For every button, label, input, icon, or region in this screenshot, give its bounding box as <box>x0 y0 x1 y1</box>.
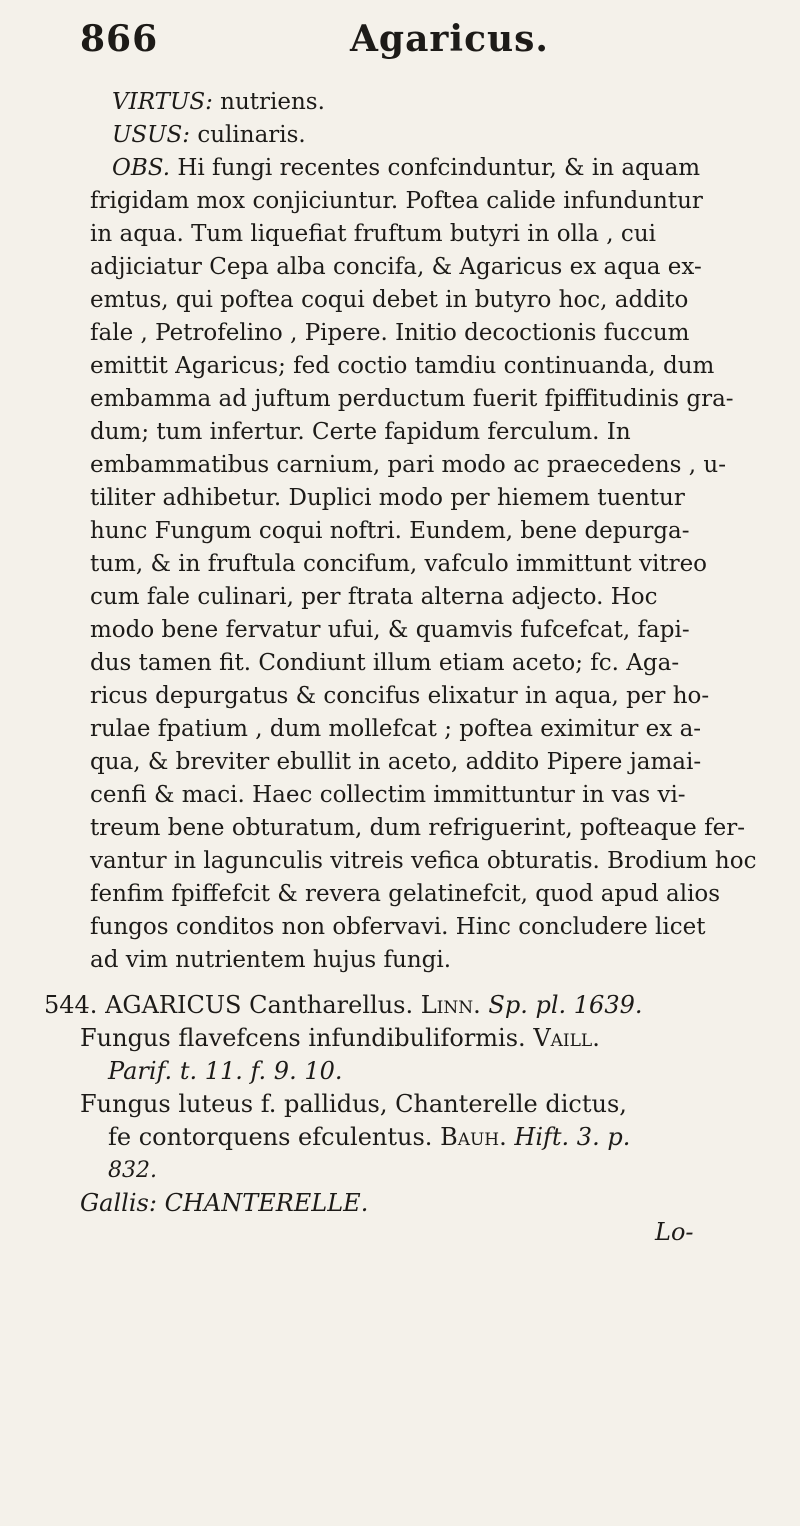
obs-line: embammatibus carnium, pari modo ac praecedens , u- <box>90 452 726 478</box>
synonym-2-author: Bauh. <box>440 1123 507 1151</box>
page-header <box>0 14 800 74</box>
synonym-1-author: Vaill. <box>533 1024 600 1052</box>
obs-line: cum fale culinari, per ftrata alterna adjecto. Hoc <box>90 584 658 610</box>
synonym-2-line-1: Fungus luteus f. pallidus, Chanterelle dictus, <box>80 1090 627 1118</box>
obs-line: fenfim fpiffefcit & revera gelatinefcit, quod apud alios <box>90 881 721 907</box>
obs-line: rulae fpatium , dum mollefcat ; poftea eximitur ex a- <box>90 716 702 742</box>
obs-line: adjiciatur Cepa alba concifa, & Agaricus ex aqua ex- <box>90 254 702 280</box>
obs-line: ricus depurgatus & concifus elixatur in aqua, per ho- <box>90 683 710 709</box>
obs-line: treum bene obturatum, dum refriguerint, pofteaque fer- <box>90 815 745 841</box>
obs-line: emtus, qui poftea coqui debet in butyro hoc, addito <box>90 287 689 313</box>
obs-line: fungos conditos non obfervavi. Hinc concludere licet <box>90 914 706 940</box>
obs-line: fale , Petrofelino , Pipere. Initio decoctionis fuccum <box>90 320 690 346</box>
obs-line: tum, & in fruftula concifum, vafculo immittunt vitreo <box>90 551 708 577</box>
catchword: Lo- <box>655 1218 694 1246</box>
vernacular-name <box>80 1187 750 1220</box>
page-body <box>44 86 757 1220</box>
obs-line: tiliter adhibetur. Duplici modo per hiemem tuentur <box>90 485 685 511</box>
usus-label: USUS: <box>112 122 191 148</box>
entry-reference: Sp. pl. 1639. <box>488 991 643 1019</box>
obs-line: dus tamen fit. Condiunt illum etiam aceto; fc. Aga- <box>90 650 680 676</box>
virtus-label: VIRTUS: <box>112 89 213 115</box>
usus-line <box>90 119 750 152</box>
obs-line: vantur in lagunculis vitreis vefica obturatis. Brodium hoc <box>90 848 757 874</box>
synonym-2-line-2 <box>90 1121 750 1154</box>
species-entry-544 <box>44 989 750 1220</box>
synonym-2-reference: Hift. 3. p. <box>514 1123 631 1151</box>
obs-line: emittit Agaricus; fed coctio tamdiu continuanda, dum <box>90 353 715 379</box>
obs-line: modo bene fervatur ufui, & quamvis fufcefcat, fapi- <box>90 617 690 643</box>
obs-line: dum; tum infertur. Certe fapidum ferculum. In <box>90 419 631 445</box>
synonym-2-text: fe contorquens efculentus. <box>108 1123 433 1151</box>
vernacular-text: CHANTERELLE. <box>164 1189 369 1217</box>
obs-line-text: Hi fungi recentes confcinduntur, & in aquam <box>177 155 701 181</box>
obs-line: in aqua. Tum liquefiat fruftum butyri in olla , cui <box>90 221 656 247</box>
obs-line: hunc Fungum coqui noftri. Eundem, bene depurga- <box>90 518 690 544</box>
synonym-1 <box>80 1022 750 1055</box>
entry-number: 544. <box>44 991 98 1019</box>
obs-paragraph <box>90 152 757 977</box>
obs-line: frigidam mox conjiciuntur. Poftea calide infunduntur <box>90 188 703 214</box>
synonym-1-text: Fungus flavefcens infundibuliformis. <box>80 1024 526 1052</box>
virtus-line <box>90 86 750 119</box>
running-head: Agaricus. <box>350 18 549 60</box>
vernacular-label: Gallis: <box>80 1189 157 1217</box>
obs-line: ad vim nutrientem hujus fungi. <box>90 947 452 973</box>
usus-text: culinaris. <box>197 122 306 148</box>
entry-author: Linn. <box>420 991 481 1019</box>
obs-line <box>90 152 750 185</box>
page-number: 866 <box>80 18 159 60</box>
obs-line: embamma ad juftum perductum fuerit fpiffitudinis gra- <box>90 386 734 412</box>
entry-heading <box>44 989 750 1022</box>
obs-label: OBS. <box>112 155 171 181</box>
obs-line: cenfi & maci. Haec collectim immittuntur in vas vi- <box>90 782 686 808</box>
virtus-text: nutriens. <box>220 89 325 115</box>
entry-name: AGARICUS Cantharellus. <box>105 991 414 1019</box>
synonym-2-page: 832. <box>108 1158 157 1183</box>
obs-line: qua, & breviter ebullit in aceto, addito Pipere jamai- <box>90 749 702 775</box>
synonym-1-reference: Parif. t. 11. f. 9. 10. <box>108 1057 343 1085</box>
